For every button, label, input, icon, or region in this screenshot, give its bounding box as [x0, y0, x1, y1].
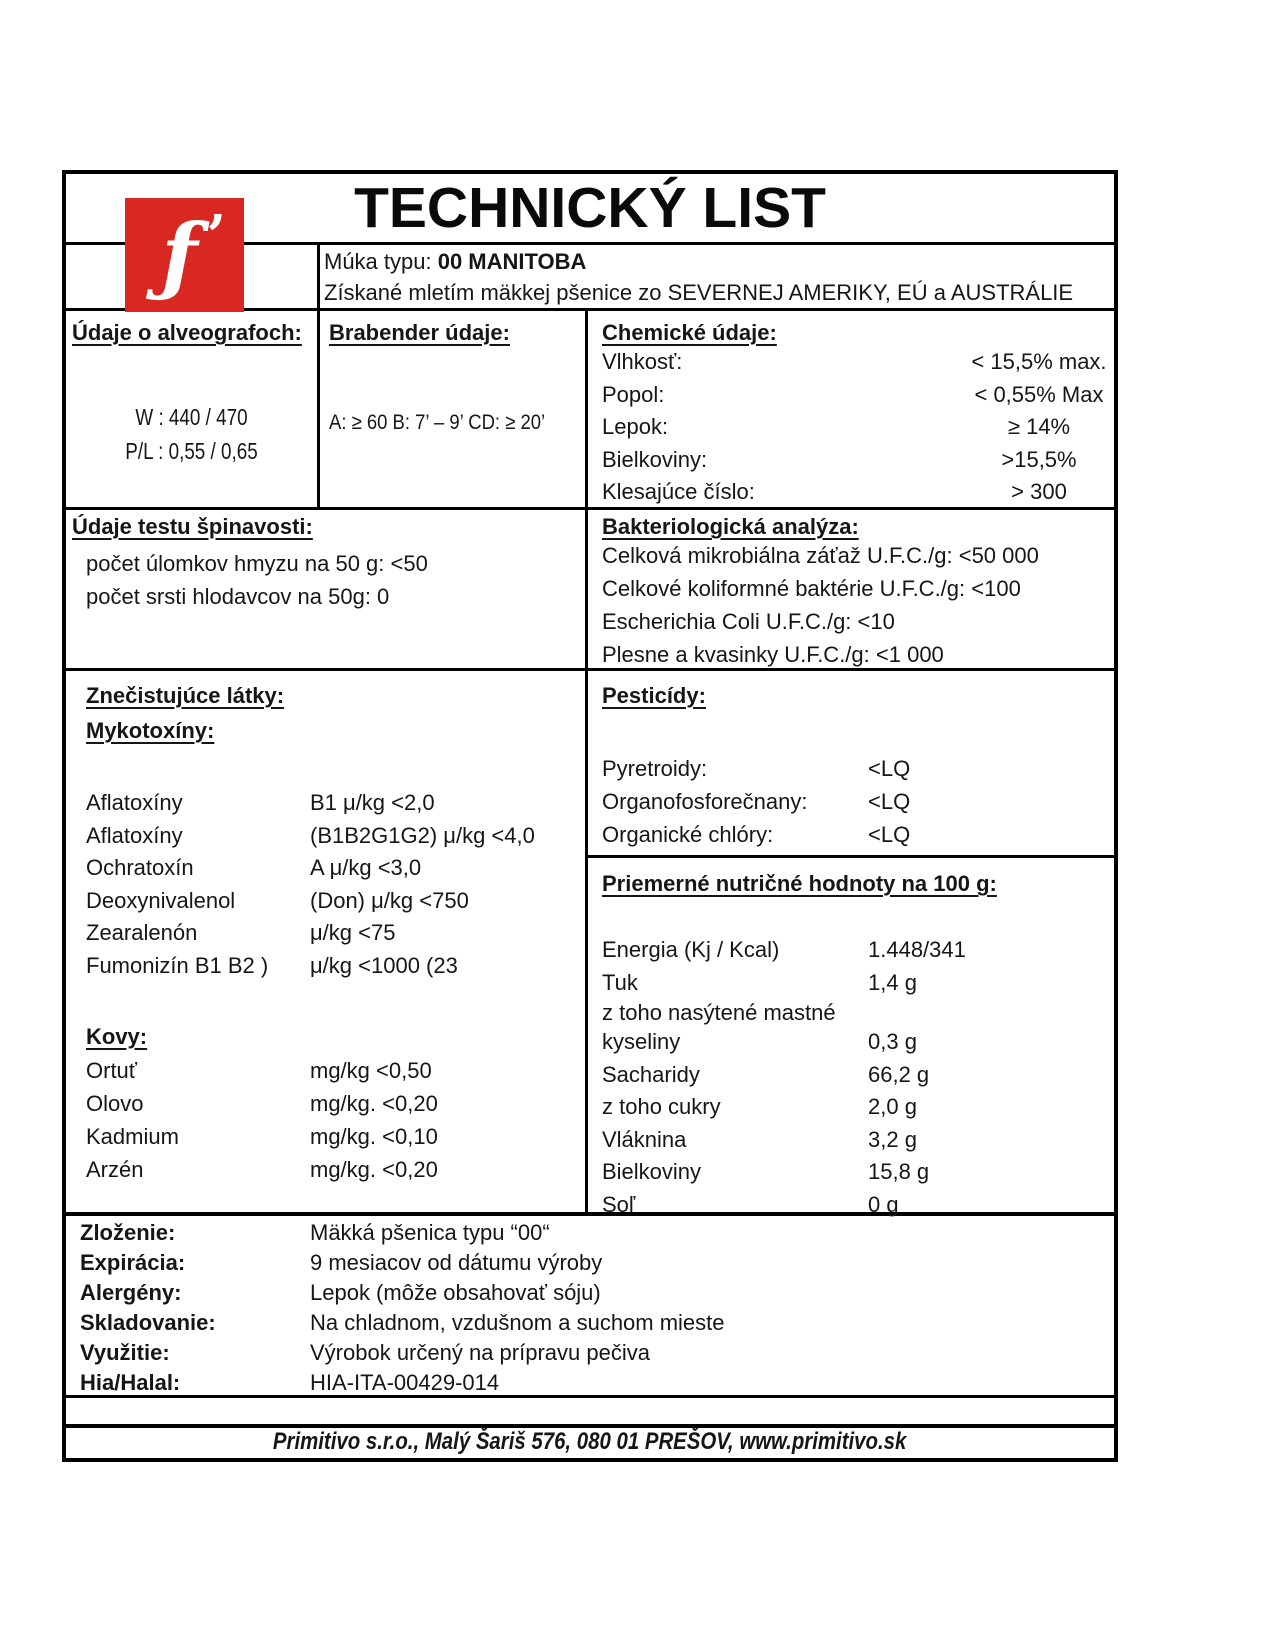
brabender-heading: Brabender údaje: [329, 320, 510, 345]
detail-value: Lepok (môže obsahovať sóju) [310, 1280, 601, 1305]
nutrition-label: Soľ [602, 1191, 636, 1217]
nutrition-value: 3,2 g [868, 1126, 917, 1152]
metal-value: mg/kg. <0,10 [310, 1123, 438, 1149]
chemical-value: < 15,5% max. [971, 349, 1107, 374]
table-row [86, 885, 585, 918]
table-row [86, 1120, 585, 1153]
table-row [80, 1218, 1114, 1248]
metal-rows [86, 1054, 585, 1186]
mycotoxin-value: μ/kg <1000 (23 [310, 952, 458, 978]
metal-name: Olovo [86, 1090, 144, 1116]
origin-line: Získané mletím mäkkej pšenice zo SEVERNEJ AMERIKY, EÚ a AUSTRÁLIE [324, 280, 1074, 305]
metal-value: mg/kg. <0,20 [310, 1156, 438, 1182]
section-product-details [66, 1218, 1114, 1398]
pesticides-heading: Pesticídy: [602, 683, 706, 708]
table-row [80, 1308, 1114, 1338]
table-row [602, 346, 1114, 379]
chemical-label: Bielkoviny: [602, 446, 708, 472]
brand-logo [125, 198, 244, 312]
table-row [86, 1087, 585, 1120]
list-item: Celkové koliformné baktérie U.F.C./g: <100 [602, 576, 1021, 601]
section-contaminants [66, 674, 585, 1186]
mycotoxins-heading-row [86, 713, 585, 748]
metals-heading: Kovy: [86, 1023, 148, 1049]
table-row [602, 444, 1114, 477]
pesticide-label: Organofosforečnany: [602, 789, 808, 814]
mycotoxin-rows [86, 787, 585, 983]
table-row [86, 950, 585, 983]
technical-data-sheet [62, 170, 1118, 1462]
table-row [86, 1153, 585, 1186]
pesticide-label: Pyretroidy: [602, 756, 708, 781]
pesticide-label: Organické chlóry: [602, 822, 774, 847]
detail-label: Skladovanie: [80, 1310, 216, 1335]
nutrition-label: Tuk [602, 969, 638, 995]
table-row [602, 1189, 1114, 1222]
nutrition-label: Energia (Kj / Kcal) [602, 937, 780, 962]
mycotoxin-name: Ochratoxín [86, 855, 194, 881]
nutrition-label: kyseliny [602, 1029, 681, 1054]
mycotoxin-name: Fumonizín B1 B2 ) [86, 952, 269, 978]
list-item: počet úlomkov hmyzu na 50 g: <50 [86, 551, 428, 576]
table-row [86, 1054, 585, 1087]
section-chemical [585, 320, 1114, 509]
list-item: Plesne a kvasinky U.F.C./g: <1 000 [602, 642, 944, 667]
table-row [602, 1091, 1114, 1124]
table-row [602, 1156, 1114, 1189]
section-brabender [317, 320, 585, 436]
pesticides-heading-row [602, 678, 1114, 713]
metal-value: mg/kg <0,50 [310, 1057, 432, 1083]
section-pesticides [585, 674, 1114, 851]
table-row [80, 1248, 1114, 1278]
section-bacteriological [585, 513, 1114, 671]
nutrition-label: Vláknina [602, 1126, 687, 1152]
chemical-heading: Chemické údaje: [602, 320, 777, 345]
chemical-label: Vlhkosť: [602, 349, 683, 374]
chemical-label: Klesajúce číslo: [602, 479, 755, 505]
table-row [602, 476, 1114, 509]
pesticide-value: <LQ [868, 822, 911, 847]
nutrition-value: 66,2 g [868, 1061, 930, 1087]
flour-type-value: 00 MANITOBA [437, 249, 587, 274]
list-item: Escherichia Coli U.F.C./g: <10 [602, 609, 895, 634]
logo-f-glyph-icon: ƒ [161, 205, 198, 304]
table-row [602, 1026, 1114, 1059]
detail-value: HIA-ITA-00429-014 [310, 1370, 500, 1395]
table-row [602, 967, 1114, 1000]
mycotoxin-value: (Don) μ/kg <750 [310, 887, 469, 913]
impurity-items [86, 547, 585, 613]
table-row [602, 818, 1114, 851]
nutrition-heading-row [602, 866, 1114, 901]
mycotoxin-value: (B1B2G1G2) μ/kg <4,0 [310, 822, 535, 848]
contaminants-heading-row [86, 678, 585, 713]
flour-type-label: Múka typu: [324, 249, 438, 274]
nutrition-value: 15,8 g [868, 1159, 930, 1184]
detail-label: Alergény: [80, 1280, 182, 1305]
chemical-label: Lepok: [602, 414, 669, 440]
nutrition-value: 0,3 g [868, 1029, 917, 1054]
nutrition-label: Bielkoviny [602, 1159, 702, 1184]
alveograph-pl-value: P/L : 0,55 / 0,65 [125, 438, 258, 464]
nutrition-rows [602, 934, 1114, 1221]
metal-value: mg/kg. <0,20 [310, 1090, 438, 1116]
chemical-value: < 0,55% Max [974, 381, 1104, 407]
detail-value: 9 mesiacov od dátumu výroby [310, 1250, 603, 1275]
nutrition-heading: Priemerné nutričné hodnoty na 100 g: [602, 871, 997, 896]
table-row [80, 1368, 1114, 1398]
nutrition-value: 2,0 g [868, 1094, 917, 1119]
bacteriological-heading: Bakteriologická analýza: [602, 514, 859, 539]
mycotoxin-value: μ/kg <75 [310, 920, 396, 946]
alveograph-values [66, 400, 317, 468]
company-footer-text: Primitivo s.r.o., Malý Šariš 576, 080 01 PREŠOV, www.primitivo.sk [273, 1428, 907, 1455]
table-row [80, 1278, 1114, 1308]
table-row [86, 787, 585, 820]
mycotoxin-name: Aflatoxíny [86, 790, 183, 815]
brabender-value-text: A: ≥ 60 B: 7’ – 9’ CD: ≥ 20’ [329, 411, 546, 434]
mycotoxin-value: B1 μ/kg <2,0 [310, 790, 435, 815]
list-item: počet srsti hlodavcov na 50g: 0 [86, 584, 390, 609]
mycotoxins-heading: Mykotoxíny: [86, 718, 215, 743]
chemical-value: >15,5% [1001, 446, 1077, 472]
section-impurity-test [66, 513, 585, 613]
metal-name: Ortuť [86, 1057, 138, 1083]
detail-label: Expirácia: [80, 1250, 186, 1275]
mycotoxin-name: Zearalenón [86, 920, 198, 946]
chemical-value: > 300 [1011, 479, 1067, 505]
metal-name: Kadmium [86, 1123, 179, 1149]
pesticide-rows [602, 752, 1114, 851]
detail-value: Na chladnom, vzdušnom a suchom mieste [310, 1310, 725, 1335]
mycotoxin-value: A μ/kg <3,0 [310, 855, 422, 881]
chemical-rows [602, 346, 1114, 509]
table-row [80, 1338, 1114, 1368]
chemical-label: Popol: [602, 381, 665, 407]
pesticide-value: <LQ [868, 789, 911, 814]
logo-apostrophe-icon: ’ [206, 203, 226, 269]
bacteriological-items [602, 539, 1114, 671]
section-alveograph [66, 320, 317, 468]
table-row [602, 379, 1114, 412]
table-row [602, 752, 1114, 785]
mycotoxin-name: Aflatoxíny [86, 822, 183, 848]
nutrition-label: z toho nasýtené mastné [602, 1000, 836, 1025]
table-row [602, 999, 1114, 1026]
nutrition-value: 1,4 g [868, 969, 917, 995]
brabender-value [329, 410, 585, 436]
metals-heading-row [86, 1020, 585, 1054]
nutrition-value: 1.448/341 [868, 937, 966, 962]
pesticide-value: <LQ [868, 756, 911, 781]
table-row [602, 411, 1114, 444]
impurity-heading: Údaje testu špinavosti: [72, 514, 313, 539]
detail-label: Využitie: [80, 1340, 170, 1365]
mycotoxin-name: Deoxynivalenol [86, 887, 236, 913]
contaminants-heading: Znečistujúce látky: [86, 683, 285, 708]
table-row [86, 820, 585, 853]
table-row [86, 917, 585, 950]
company-footer [66, 1426, 1114, 1458]
alveograph-w-value: W : 440 / 470 [135, 404, 248, 430]
nutrition-value: 0 g [868, 1191, 899, 1217]
nutrition-label: z toho cukry [602, 1094, 721, 1119]
product-subheader [324, 246, 1104, 308]
table-row [602, 1124, 1114, 1157]
list-item: Celková mikrobiálna záťaž U.F.C./g: <50 000 [602, 543, 1039, 568]
page-title: TECHNICKÝ LIST [354, 176, 826, 240]
detail-label: Zloženie: [80, 1220, 176, 1245]
flour-type-line [324, 246, 1104, 277]
detail-value: Mäkká pšenica typu “00“ [310, 1220, 550, 1245]
chemical-value: ≥ 14% [1007, 414, 1071, 440]
table-row [86, 852, 585, 885]
table-row [602, 934, 1114, 967]
nutrition-label: Sacharidy [602, 1061, 700, 1087]
table-row [602, 785, 1114, 818]
detail-value: Výrobok určený na prípravu pečiva [310, 1340, 650, 1365]
section-nutrition [585, 855, 1114, 1221]
metal-name: Arzén [86, 1156, 144, 1182]
table-row [602, 1059, 1114, 1092]
alveograph-heading: Údaje o alveografoch: [72, 320, 302, 345]
detail-label: Hia/Halal: [80, 1370, 181, 1395]
